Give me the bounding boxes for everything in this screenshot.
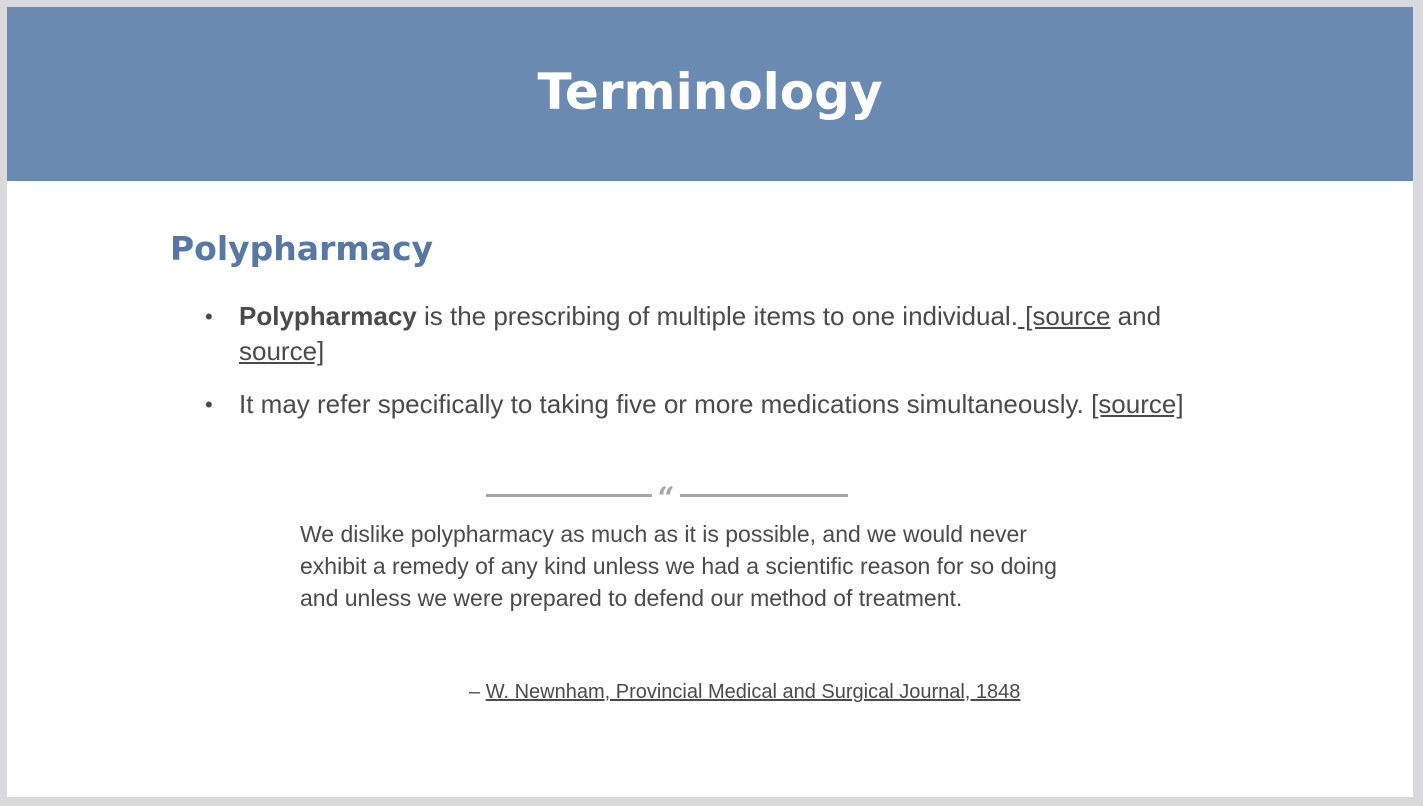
bullet-dot-icon: • [205, 392, 213, 417]
bullet-list [205, 299, 1205, 440]
source-link[interactable]: [source] [1091, 389, 1184, 419]
subheading: Polypharmacy [170, 229, 434, 268]
divider-line-left [486, 494, 652, 497]
bullet-item [205, 387, 1205, 422]
quote-attribution [469, 679, 1020, 705]
attribution-dash: – [469, 681, 486, 703]
quote-divider [486, 481, 848, 516]
bullet-text: It may refer specifically to taking five or more medications simultaneously. [239, 389, 1092, 419]
quote-text: We dislike polypharmacy as much as it is possible, and we would never exhibit a remedy of any kind unless we had a scientific reason for so doing and unless we were prepared to defend our method of treatment. [300, 521, 1057, 611]
attribution-link[interactable]: W. Newnham, Provincial Medical and Surgical Journal, 1848 [485, 681, 1021, 703]
bullet-dot-icon: • [205, 304, 213, 329]
bullet-connector-text: and [1110, 301, 1162, 331]
bullet-text: is the prescribing of multiple items to one individual. [416, 301, 1018, 331]
source-link[interactable]: [source [1017, 301, 1111, 331]
slide [7, 7, 1413, 797]
divider-line-right [680, 494, 848, 497]
quotation-mark-icon: “ [657, 481, 675, 516]
bullet-item [205, 299, 1205, 369]
title-bar [7, 7, 1413, 181]
slide-title: Terminology [537, 63, 883, 121]
bullet-bold-term: Polypharmacy [239, 301, 417, 331]
source-link[interactable]: source] [239, 336, 325, 366]
